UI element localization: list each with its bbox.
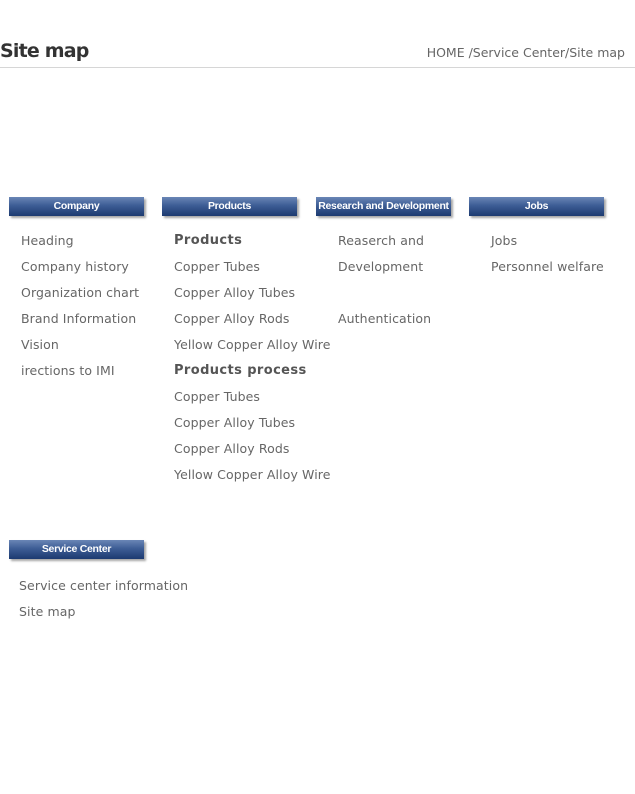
link-heading[interactable]: Heading xyxy=(21,233,74,248)
link-process-yellow-copper-alloy-wire[interactable]: Yellow Copper Alloy Wire xyxy=(174,467,331,482)
products-link-list xyxy=(174,228,331,488)
research-link-list xyxy=(338,228,431,332)
section-header-research[interactable]: Research and Development xyxy=(316,197,451,216)
title-divider xyxy=(0,67,635,68)
spacer xyxy=(338,280,431,306)
products-process-group-title[interactable]: Products process xyxy=(174,363,307,378)
link-copper-alloy-tubes[interactable]: Copper Alloy Tubes xyxy=(174,285,296,300)
section-header-jobs[interactable]: Jobs xyxy=(469,197,604,216)
link-brand-information[interactable]: Brand Information xyxy=(21,311,137,326)
link-copper-alloy-rods[interactable]: Copper Alloy Rods xyxy=(174,311,290,326)
service-link-list xyxy=(19,573,188,625)
link-copper-tubes[interactable]: Copper Tubes xyxy=(174,259,261,274)
link-authentication[interactable]: Authentication xyxy=(338,311,432,326)
link-personnel-welfare[interactable]: Personnel welfare xyxy=(491,259,604,274)
page-title: Site map xyxy=(0,40,89,62)
link-vision[interactable]: Vision xyxy=(21,337,59,352)
breadcrumb: HOME /Service Center/Site map xyxy=(426,45,625,60)
link-process-copper-tubes[interactable]: Copper Tubes xyxy=(174,389,261,404)
link-organization-chart[interactable]: Organization chart xyxy=(21,285,140,300)
link-process-copper-alloy-tubes[interactable]: Copper Alloy Tubes xyxy=(174,415,296,430)
products-group-title[interactable]: Products xyxy=(174,233,243,248)
company-link-list xyxy=(21,228,139,384)
section-header-company[interactable]: Company xyxy=(9,197,144,216)
link-process-copper-alloy-rods[interactable]: Copper Alloy Rods xyxy=(174,441,290,456)
link-site-map[interactable]: Site map xyxy=(19,604,76,619)
link-research-line1[interactable]: Reaserch and xyxy=(338,233,425,248)
section-header-products[interactable]: Products xyxy=(162,197,297,216)
link-research-line2[interactable]: Development xyxy=(338,259,424,274)
jobs-link-list xyxy=(491,228,604,280)
link-service-center-information[interactable]: Service center information xyxy=(19,578,189,593)
link-jobs[interactable]: Jobs xyxy=(491,233,518,248)
link-company-history[interactable]: Company history xyxy=(21,259,129,274)
section-header-service-center[interactable]: Service Center xyxy=(9,540,144,559)
link-directions[interactable]: irections to IMI xyxy=(21,363,115,378)
link-yellow-copper-alloy-wire[interactable]: Yellow Copper Alloy Wire xyxy=(174,337,331,352)
